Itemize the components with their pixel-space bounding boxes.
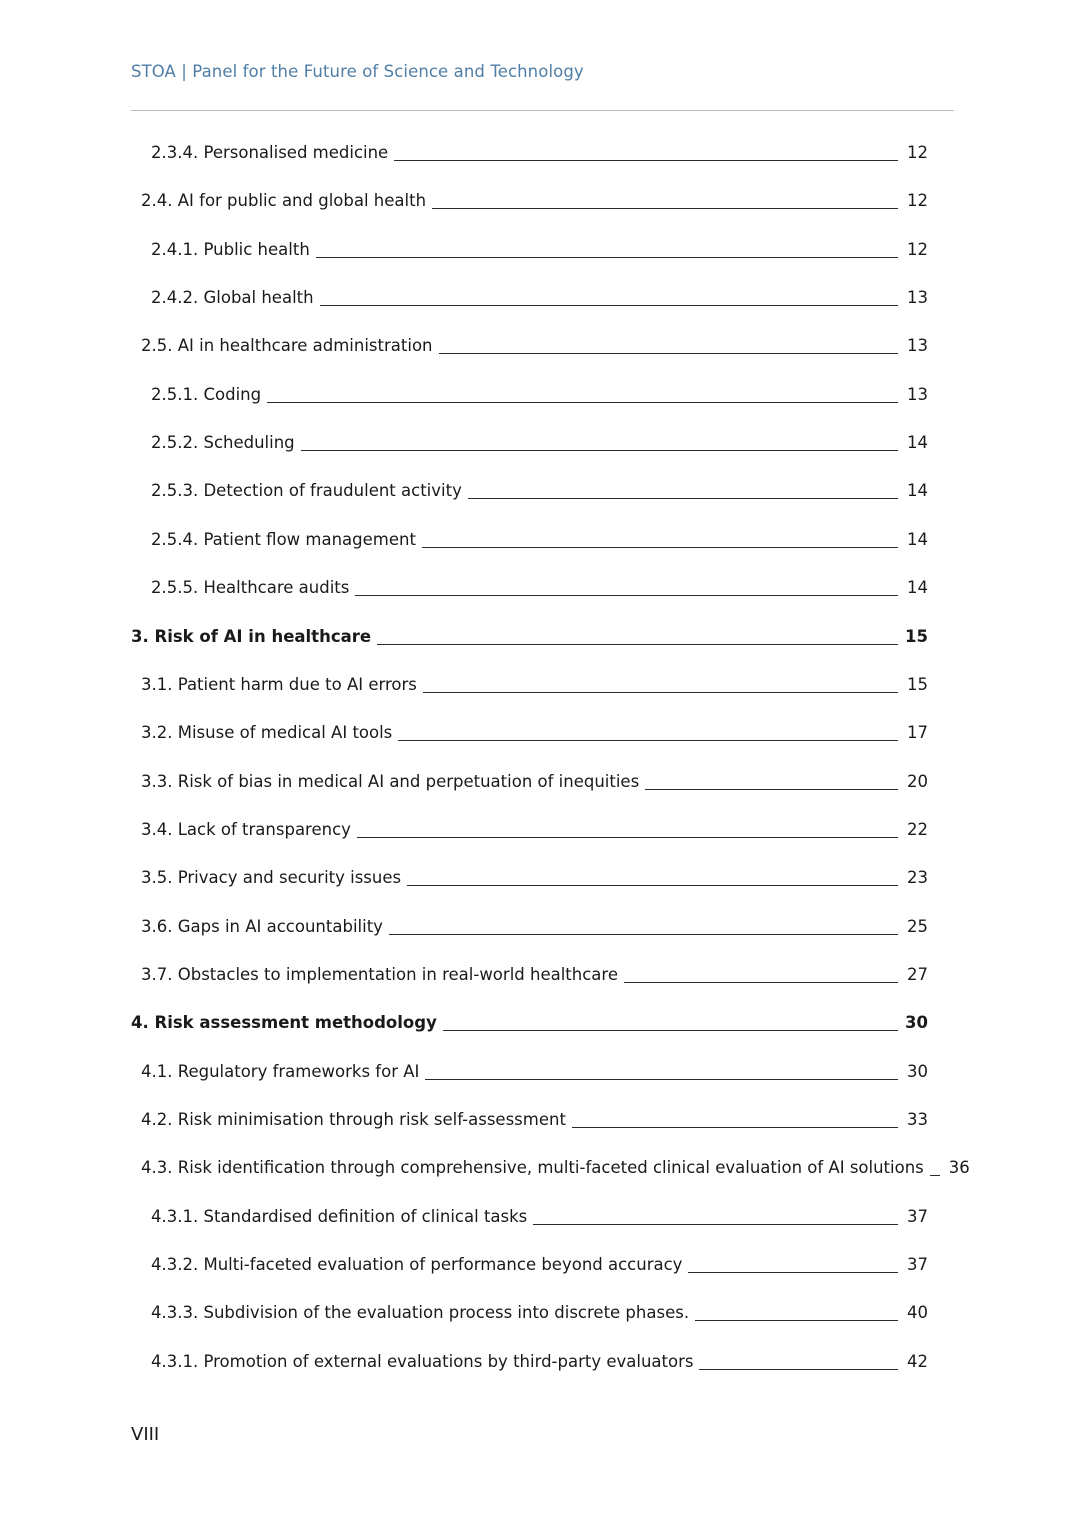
toc-leader-line [316,256,898,258]
toc-entry-page: 27 [907,965,928,984]
toc-entry[interactable] [141,187,928,211]
toc-leader-line [930,1174,940,1176]
toc-entry-page: 12 [907,191,928,210]
toc-entry-title: 2.4.1. Public health [151,240,310,259]
toc-entry-page: 15 [907,675,928,694]
toc-leader-line [624,981,898,983]
toc-leader-line [301,449,898,451]
toc-leader-line [688,1271,898,1273]
toc-entry[interactable] [141,961,928,985]
toc-entry-title: 3.6. Gaps in AI accountability [141,917,383,936]
toc-entry[interactable] [151,284,928,308]
toc-entry-title: 2.4. AI for public and global health [141,191,427,210]
toc-entry-title: 2.5.5. Healthcare audits [151,578,350,597]
toc-entry[interactable] [131,623,928,647]
toc-entry-title: 2.5.3. Detection of fraudulent activity [151,481,462,500]
toc-entry-title: 3.2. Misuse of medical AI tools [141,723,393,742]
toc-leader-line [439,352,899,354]
toc-entry-title: 3. Risk of AI in healthcare [131,627,372,646]
toc-entry[interactable] [141,1058,928,1082]
toc-leader-line [533,1223,898,1225]
toc-leader-line [432,207,898,209]
toc-leader-line [443,1029,898,1031]
toc-entry[interactable] [151,1348,928,1372]
toc-entry-title: 3.7. Obstacles to implementation in real-world healthcare [141,965,618,984]
toc-leader-line [423,691,898,693]
toc-entry[interactable] [141,768,928,792]
toc-entry-page: 37 [907,1255,928,1274]
toc-entry-page: 15 [905,627,928,646]
toc-entry-page: 25 [907,917,928,936]
toc-entry-page: 37 [907,1207,928,1226]
toc-entry[interactable] [151,236,928,260]
toc-entry[interactable] [141,1106,928,1130]
toc-leader-line [699,1368,898,1370]
toc-entry-title: 4.2. Risk minimisation through risk self-assessment [141,1110,566,1129]
toc-entry-page: 30 [905,1013,928,1032]
toc-entry-page: 20 [907,772,928,791]
toc-entry-title: 2.5. AI in healthcare administration [141,336,433,355]
page-number: VIII [131,1424,160,1445]
toc-entry-title: 3.3. Risk of bias in medical AI and perpetuation of inequities [141,772,640,791]
toc-entry-title: 2.3.4. Personalised medicine [151,143,389,162]
toc-entry-title: 4.3.1. Promotion of external evaluations by third-party evaluators [151,1352,694,1371]
toc-entry-title: 4.3.3. Subdivision of the evaluation process into discrete phases. [151,1303,690,1322]
toc-leader-line [645,788,898,790]
toc-leader-line [267,401,898,403]
toc-entry-page: 42 [907,1352,928,1371]
toc-entry[interactable] [131,1009,928,1033]
toc-entry-title: 3.1. Patient harm due to AI errors [141,675,417,694]
toc-entry-title: 3.4. Lack of transparency [141,820,351,839]
toc-leader-line [425,1078,898,1080]
toc-leader-line [320,304,898,306]
toc-entry[interactable] [151,1203,928,1227]
toc-entry[interactable] [141,719,928,743]
toc-entry-title: 3.5. Privacy and security issues [141,868,402,887]
toc-entry[interactable] [151,574,928,598]
toc-entry[interactable] [141,332,928,356]
toc-entry-page: 13 [907,336,928,355]
toc-entry-title: 4. Risk assessment methodology [131,1013,437,1032]
toc-leader-line [695,1319,898,1321]
toc-leader-line [377,643,898,645]
toc-leader-line [468,497,898,499]
toc-entry-title: 2.5.4. Patient flow management [151,530,416,549]
toc-entry[interactable] [151,1251,928,1275]
toc-leader-line [389,933,898,935]
toc-leader-line [572,1126,898,1128]
toc-entry-title: 4.1. Regulatory frameworks for AI [141,1062,420,1081]
toc-entry-page: 12 [907,240,928,259]
toc-entry[interactable] [141,913,928,937]
toc-entry-title: 2.5.2. Scheduling [151,433,295,452]
toc-entry[interactable] [151,526,928,550]
toc-entry-page: 17 [907,723,928,742]
toc-entry[interactable] [141,816,928,840]
toc-entry-page: 30 [907,1062,928,1081]
toc-entry-title: 2.5.1. Coding [151,385,262,404]
running-header: STOA | Panel for the Future of Science and Technology [131,62,584,81]
toc-entry[interactable] [141,671,928,695]
toc-entry-title: 4.3.1. Standardised definition of clinical tasks [151,1207,528,1226]
toc-entry-page: 14 [907,530,928,549]
toc-entry[interactable] [141,864,928,888]
toc-entry-page: 40 [907,1303,928,1322]
toc-entry-page: 14 [907,578,928,597]
toc-entry-page: 13 [907,385,928,404]
toc-entry-title: 4.3. Risk identification through comprehensive, multi-faceted clinical evaluation of AI solutions [141,1158,924,1177]
toc-entry[interactable] [151,1299,928,1323]
toc-entry-page: 12 [907,143,928,162]
toc-entry-page: 33 [907,1110,928,1129]
toc-entry-page: 23 [907,868,928,887]
toc-entry[interactable] [151,429,928,453]
toc-entry[interactable] [151,139,928,163]
toc-entry-page: 22 [907,820,928,839]
toc-leader-line [355,594,898,596]
toc-leader-line [357,836,898,838]
toc-leader-line [394,159,898,161]
toc-entry-title: 4.3.2. Multi-faceted evaluation of performance beyond accuracy [151,1255,683,1274]
toc-entry-title: 2.4.2. Global health [151,288,314,307]
toc-entry-page: 13 [907,288,928,307]
toc-leader-line [422,546,898,548]
toc-leader-line [407,884,898,886]
toc-entry[interactable] [151,477,928,501]
toc-leader-line [398,739,898,741]
toc-entry[interactable] [151,381,928,405]
toc-entry-page: 14 [907,481,928,500]
toc-entry[interactable] [141,1154,970,1178]
toc-entry-page: 14 [907,433,928,452]
toc-entry-page: 36 [948,1158,970,1177]
